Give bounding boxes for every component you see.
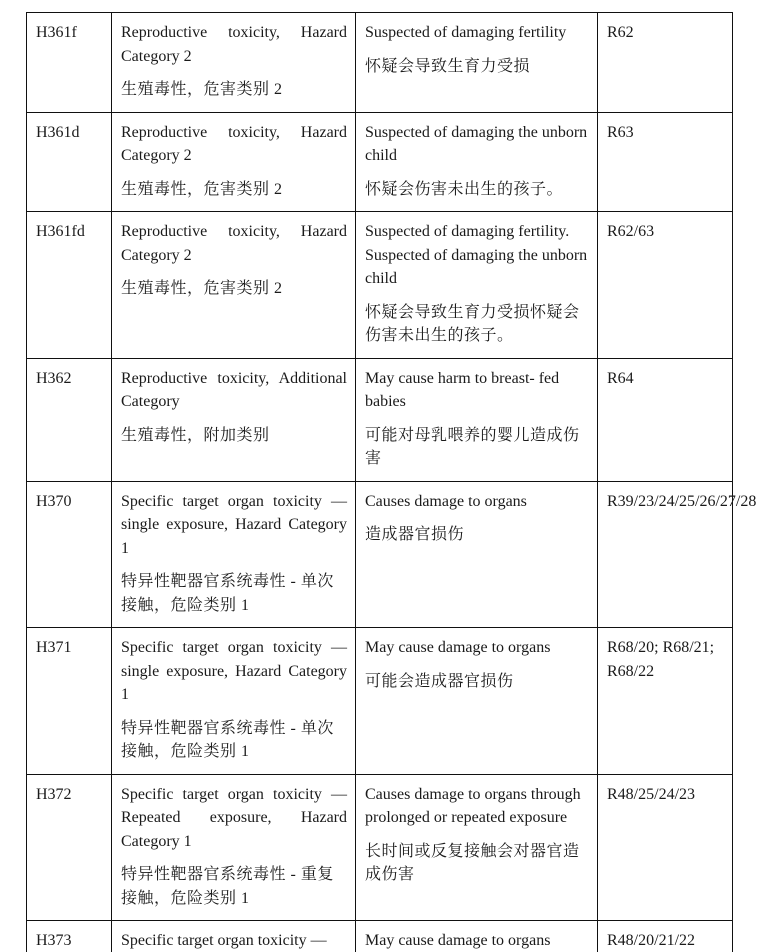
r-phrase: R62/63: [598, 212, 733, 359]
hazard-class-en: Specific target organ toxicity — single exposure, Hazard Category 1: [121, 492, 347, 557]
hazard-statement-cell: [356, 921, 598, 952]
hazard-statement-cell: [356, 13, 598, 113]
hazard-class-en: Reproductive toxicity, Hazard Category 2: [121, 223, 347, 264]
hazard-class-en: Reproductive toxicity, Additional Category: [121, 369, 347, 410]
table-row: [27, 112, 733, 212]
r-phrase: R63: [598, 112, 733, 212]
hazard-class-cell: [112, 13, 356, 113]
r-phrase: R48/25/24/23: [598, 774, 733, 921]
hazard-class-en: Reproductive toxicity, Hazard Category 2: [121, 123, 347, 164]
hazard-class-en: Specific target organ toxicity — single exposure, Hazard Category 1: [121, 639, 347, 703]
hazard-class-cell: [112, 212, 356, 359]
hazard-statement-en: Causes damage to organs through prolonged or repeated exposure: [365, 785, 581, 826]
hazard-statement-zh: 怀疑会导致生育力受损怀疑会伤害未出生的孩子。: [365, 303, 580, 344]
hazard-class-zh: 生殖毒性，危害类别 2: [121, 280, 283, 297]
hazard-statement-zh: 可能对母乳喂养的婴儿造成伤害: [365, 426, 580, 467]
table-row: [27, 921, 733, 952]
hazard-code: H373: [27, 921, 112, 952]
hazard-class-zh: 特异性靶器官系统毒性 - 单次接触，危险类别 1: [121, 719, 334, 760]
hazard-statement-cell: [356, 358, 598, 481]
hazard-class-cell: [112, 358, 356, 481]
hazard-class-cell: [112, 628, 356, 775]
r-phrase: R62: [598, 13, 733, 113]
hazard-code: H370: [27, 481, 112, 628]
hazard-statement-cell: [356, 481, 598, 628]
hazard-class-cell: [112, 112, 356, 212]
hazard-class-cell: [112, 921, 356, 952]
table-row: [27, 358, 733, 481]
hazard-statement-en: May cause damage to organs: [365, 932, 551, 949]
hazard-statement-en: Suspected of damaging fertility: [365, 24, 567, 41]
hazard-class-cell: [112, 774, 356, 921]
hazard-statement-cell: [356, 628, 598, 775]
hazard-statement-cell: [356, 112, 598, 212]
hazard-statement-en: Causes damage to organs: [365, 492, 527, 510]
table-row: [27, 774, 733, 921]
hazard-statement-en: May cause damage to organs: [365, 639, 551, 656]
hazard-statement-zh: 怀疑会导致生育力受损: [365, 57, 531, 75]
r-phrase: R64: [598, 358, 733, 481]
hazard-class-cell: [112, 481, 356, 628]
table-row: [27, 628, 733, 775]
table-row: [27, 481, 733, 628]
hazard-statement-zh: 造成器官损伤: [365, 526, 465, 543]
r-phrase: R68/20; R68/21; R68/22: [598, 628, 733, 775]
hazard-statement-zh: 长时间或反复接触会对器官造成伤害: [365, 842, 580, 883]
hazard-code: H371: [27, 628, 112, 775]
hazard-class-zh: 生殖毒性，危害类别 2: [121, 81, 283, 98]
hazard-statement-cell: [356, 212, 598, 359]
r-phrase: R39/23/24/25/26/27/28: [598, 481, 733, 628]
hazard-statement-cell: [356, 774, 598, 921]
hazard-class-en: Specific target organ toxicity —: [121, 932, 327, 949]
hazard-class-zh: 生殖毒性，危害类别 2: [121, 180, 283, 198]
table-row: [27, 212, 733, 359]
hazard-statement-en: Suspected of damaging fertility. Suspected of damaging the unborn child: [365, 223, 588, 287]
hazard-class-zh: 特异性靶器官系统毒性 - 重复接触，危险类别 1: [121, 866, 334, 907]
hazard-statement-zh: 可能会造成器官损伤: [365, 672, 514, 690]
hazard-class-en: Reproductive toxicity, Hazard Category 2: [121, 24, 347, 65]
hazard-statement-zh: 怀疑会伤害未出生的孩子。: [365, 180, 564, 198]
hazard-class-zh: 特异性靶器官系统毒性 - 单次接触，危险类别 1: [121, 573, 334, 614]
hazard-code: H372: [27, 774, 112, 921]
hazard-code: H361f: [27, 13, 112, 113]
hazard-class-en: Specific target organ toxicity — Repeated exposure, Hazard Category 1: [121, 785, 347, 850]
hazard-statement-en: May cause harm to breast- fed babies: [365, 369, 560, 410]
r-phrase: R48/20/21/22: [598, 921, 733, 952]
hazard-code: H361d: [27, 112, 112, 212]
hazard-class-zh: 生殖毒性，附加类别: [121, 426, 270, 444]
hazard-statement-table: [26, 12, 757, 952]
hazard-statement-en: Suspected of damaging the unborn child: [365, 123, 588, 164]
hazard-code: H361fd: [27, 212, 112, 359]
hazard-code: H362: [27, 358, 112, 481]
table-row: [27, 13, 733, 113]
